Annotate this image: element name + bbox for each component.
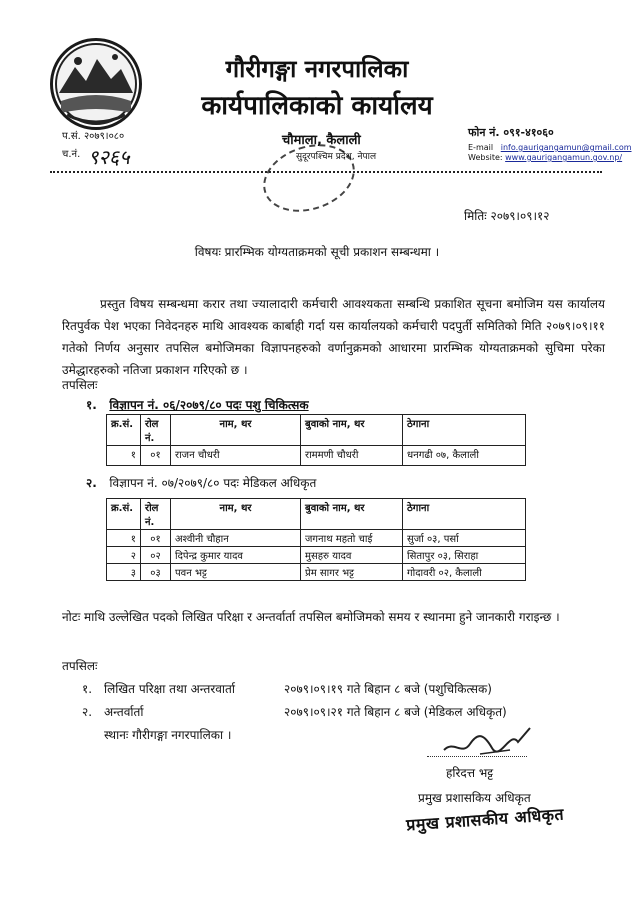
schedule-2-when: २०७९।०९।२१ गते बिहान ८ बजे (मेडिकल अधिकृत) bbox=[284, 705, 507, 719]
cell-address: गोदावरी ०२, कैलाली bbox=[403, 564, 526, 581]
schedule-1-number: १. bbox=[82, 682, 93, 696]
cell-father: प्रेम सागर भट्ट bbox=[301, 564, 403, 581]
tapsil-label: तपसिलः bbox=[62, 378, 98, 392]
cell-name: राजन चौधरी bbox=[171, 446, 301, 466]
cell-father: राममणी चौधरी bbox=[301, 446, 403, 466]
cell-address: सुर्जा ०३, पर्सा bbox=[403, 530, 526, 547]
schedule-1-item: लिखित परिक्षा तथा अन्तरवार्ता bbox=[104, 682, 235, 696]
cell-roll: ०३ bbox=[141, 564, 171, 581]
table-header-row bbox=[107, 415, 526, 446]
col-roll: रोल नं. bbox=[141, 415, 171, 446]
body-paragraph: प्रस्तुत विषय सम्बन्धमा करार तथा ज्यालादारी कर्मचारी आवश्यकता सम्बन्धि प्रकाशित सूचना बमोजिम यस कार्यालय रितपुर्वक पेश भएका निवेदनहरु माथि आवश्यक कार्बाही गर्दा यस कार्यालयको कर्मचारी पदपुर्ती समितिको मिति २०७९।०९।११ गतेको निर्णय अनुसार तपसिल बमोजिमका विज्ञापनहरुको वर्णानुक्रमको आधारमा प्रारम्भिक योग्यताक्रमको सुचिमा परेका उमेद्धारहरुको नतिजा प्रकाशन गरिएको छ । bbox=[62, 297, 605, 377]
website-line bbox=[468, 153, 622, 162]
table-row bbox=[107, 564, 526, 581]
col-name: नाम, थर bbox=[171, 499, 301, 530]
designation-stamp: प्रमुख प्रशासकीय अधिकृत bbox=[405, 804, 565, 835]
header-divider bbox=[50, 171, 602, 173]
tapsil2-label: तपसिलः bbox=[62, 659, 98, 673]
website-link[interactable]: www.gaurigangamun.gov.np/ bbox=[505, 153, 623, 162]
cell-address: सितापुर ०३, सिराहा bbox=[403, 547, 526, 564]
section-1-table bbox=[106, 414, 526, 466]
letter-date: मितिः २०७९।०९।१२ bbox=[464, 209, 550, 223]
table-row bbox=[107, 446, 526, 466]
table-row bbox=[107, 530, 526, 547]
col-address: ठेगाना bbox=[403, 415, 526, 446]
signer-name: हरिदत्त भट्ट bbox=[446, 766, 494, 780]
cell-name: पवन भट्ट bbox=[171, 564, 301, 581]
section-1-title: विज्ञापन नं. ०६/२०७९/८० पदः पशु चिकित्सक bbox=[109, 398, 309, 412]
section-2-number: २. bbox=[86, 476, 97, 490]
schedule-1-when: २०७९।०९।१९ गते बिहान ८ बजे (पशुचिकित्सक) bbox=[284, 682, 492, 696]
municipality-name: गौरीगङ्गा नगरपालिका bbox=[225, 55, 409, 83]
phone-number: फोन नं. ०९१-४१०६० bbox=[468, 126, 554, 139]
cell-father: जगनाथ महतो चाई bbox=[301, 530, 403, 547]
reference-cn-label: च.नं. bbox=[62, 149, 81, 160]
col-sn: क्र.सं. bbox=[107, 499, 141, 530]
section-2-heading bbox=[86, 474, 316, 491]
col-name: नाम, थर bbox=[171, 415, 301, 446]
handwritten-dispatch-number: ९२६५ bbox=[88, 145, 130, 169]
schedule-2-item: अन्तर्वार्ता bbox=[104, 705, 144, 719]
reference-ps: प.सं. २०७९।०८० bbox=[62, 131, 125, 142]
cell-roll: ०२ bbox=[141, 547, 171, 564]
website-label: Website: bbox=[468, 153, 503, 162]
table-header-row bbox=[107, 499, 526, 530]
cell-roll: ०१ bbox=[141, 530, 171, 547]
section-2-title: विज्ञापन नं. ०७/२०७९/८० पदः मेडिकल अधिकृत bbox=[109, 476, 317, 490]
col-father: बुवाको नाम, थर bbox=[301, 499, 403, 530]
col-sn: क्र.सं. bbox=[107, 415, 141, 446]
cell-sn: १ bbox=[107, 530, 141, 547]
email-link[interactable]: info.gaurigangamun@gmail.com bbox=[500, 143, 632, 152]
signer-title: प्रमुख प्रशासकिय अधिकृत bbox=[418, 791, 531, 805]
table-row bbox=[107, 547, 526, 564]
cell-father: मुसहरु यादव bbox=[301, 547, 403, 564]
address-line1: चौमाला, कैलाली bbox=[282, 133, 361, 148]
office-name: कार्यपालिकाको कार्यालय bbox=[201, 91, 433, 121]
schedule-2-number: २. bbox=[82, 705, 93, 719]
cell-roll: ०१ bbox=[141, 446, 171, 466]
cell-sn: २ bbox=[107, 547, 141, 564]
email-line bbox=[468, 143, 632, 152]
address-line2: सुदूरपश्चिम प्रदेश, नेपाल bbox=[296, 152, 377, 162]
cell-address: धनगढी ०७, कैलाली bbox=[403, 446, 526, 466]
cell-sn: १ bbox=[107, 446, 141, 466]
cell-name: अश्वीनी चौहान bbox=[171, 530, 301, 547]
handwritten-signature bbox=[440, 720, 540, 760]
cell-sn: ३ bbox=[107, 564, 141, 581]
subject-line: विषयः प्रारम्भिक योग्यताक्रमको सूची प्रकाशन सम्बन्धमा । bbox=[194, 245, 440, 259]
col-father: बुवाको नाम, थर bbox=[301, 415, 403, 446]
cell-name: दिपेन्द्र कुमार यादव bbox=[171, 547, 301, 564]
col-address: ठेगाना bbox=[403, 499, 526, 530]
section-1-heading bbox=[86, 396, 309, 413]
signature-line bbox=[427, 756, 527, 757]
col-roll: रोल नं. bbox=[141, 499, 171, 530]
note-text: नोटः माथि उल्लेखित पदको लिखित परिक्षा र अन्तर्वार्ता तपसिल बमोजिमको समय र स्थानमा हुने जानकारी गराइन्छ । bbox=[62, 610, 560, 624]
email-label: E-mail bbox=[468, 143, 494, 152]
section-2-table bbox=[106, 498, 526, 581]
section-1-number: १. bbox=[86, 398, 97, 412]
venue-text: स्थानः गौरीगङ्गा नगरपालिका । bbox=[104, 728, 232, 742]
